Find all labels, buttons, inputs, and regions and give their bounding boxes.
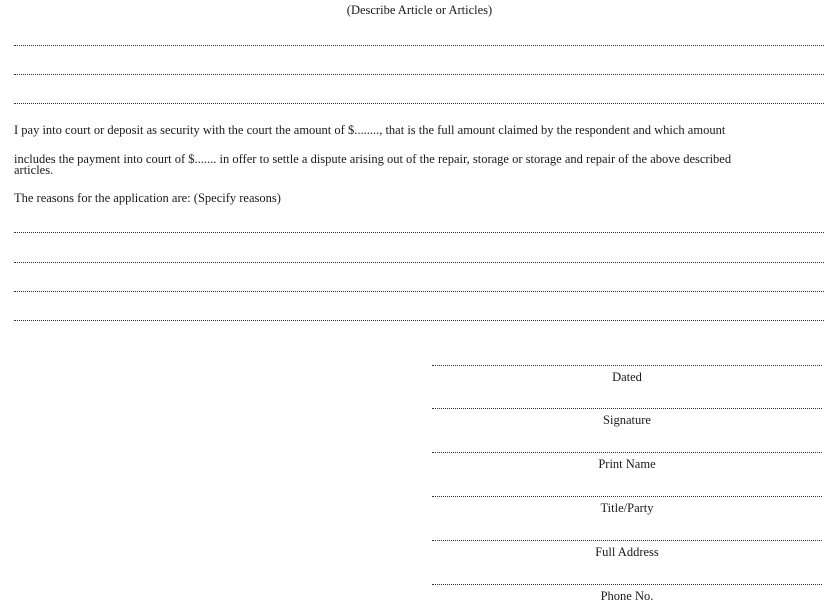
article-description-line-2[interactable] <box>14 74 824 75</box>
reasons-line-4[interactable] <box>14 320 824 321</box>
payment-statement-line-2: includes the payment into court of $....... in offer to settle a dispute arising out of the repair, storage or storage and repair of the above described <box>14 152 732 166</box>
payment-statement-line-3: articles. <box>14 163 54 177</box>
dated-label: Dated <box>612 370 642 384</box>
print-name-label: Print Name <box>598 457 656 471</box>
print-name-line[interactable] <box>432 452 822 453</box>
article-description-line-3[interactable] <box>14 103 824 104</box>
reasons-line-2[interactable] <box>14 262 824 263</box>
payment-statement-line-1: I pay into court or deposit as security with the court the amount of $........, that is the full amount claimed by the respondent and which amount <box>14 123 726 137</box>
phone-label: Phone No. <box>600 589 654 603</box>
signature-label: Signature <box>603 413 651 427</box>
title-party-label: Title/Party <box>600 501 654 515</box>
phone-line[interactable] <box>432 584 822 585</box>
article-description-caption: (Describe Article or Articles) <box>346 3 493 17</box>
reasons-line-1[interactable] <box>14 232 824 233</box>
reasons-prompt: The reasons for the application are: (Specify reasons) <box>14 191 281 205</box>
dated-line[interactable] <box>432 365 822 366</box>
signature-line[interactable] <box>432 408 822 409</box>
article-description-line-1[interactable] <box>14 45 824 46</box>
reasons-line-3[interactable] <box>14 291 824 292</box>
full-address-line[interactable] <box>432 540 822 541</box>
full-address-label: Full Address <box>595 545 659 559</box>
title-party-line[interactable] <box>432 496 822 497</box>
